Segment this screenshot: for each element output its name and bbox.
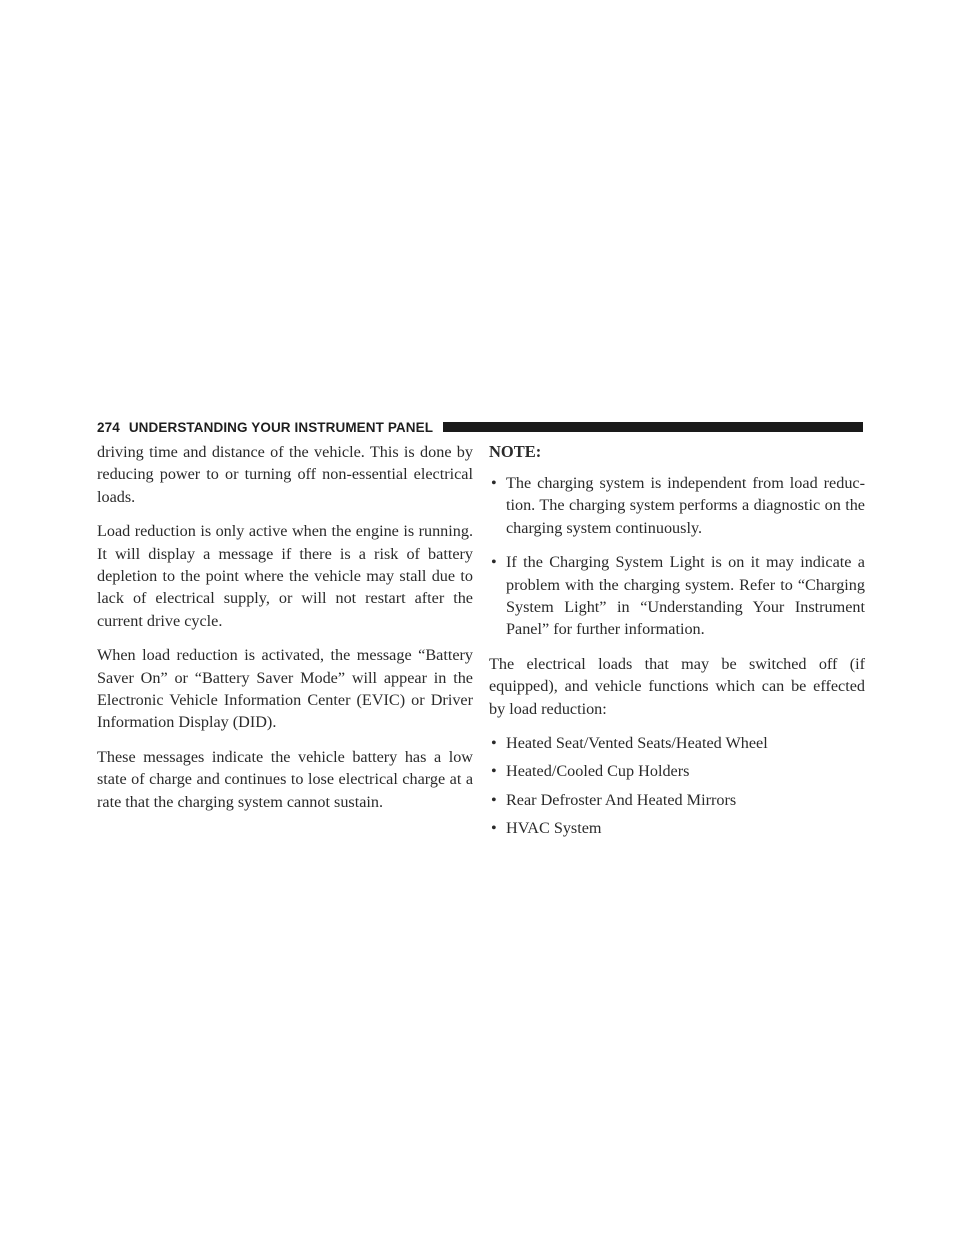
section-title: UNDERSTANDING YOUR INSTRUMENT PANEL xyxy=(128,419,434,435)
page-header xyxy=(97,417,863,437)
header-rule xyxy=(443,422,863,432)
load-item-text: Heated/Cooled Cup Holders xyxy=(506,762,690,781)
bullet-icon: • xyxy=(491,790,497,809)
bullet-icon: • xyxy=(491,553,497,572)
load-item-text: Rear Defroster And Heated Mirrors xyxy=(506,790,737,809)
note-item-text: If the Charging System Light is on it may indicate a problem with the charging system. Refer to “Charging System Light” in “Understanding Your Instrument Panel” for further information. xyxy=(506,553,865,639)
load-item-text: Heated Seat/Vented Seats/Heated Wheel xyxy=(506,734,768,753)
page-number: 274 xyxy=(97,419,120,435)
paragraph: When load reduction is activated, the message “Battery Saver On” or “Battery Saver Mode” will appear in the Electronic Vehicle Information Center (EVIC) or Driver Information Display (DID). xyxy=(97,646,473,732)
load-list xyxy=(489,732,865,840)
load-item xyxy=(489,817,865,839)
load-item xyxy=(489,760,865,782)
paragraph: These messages indicate the vehicle battery has a low state of charge and continues to lose electrical charge at a rate that the charging system cannot sustain. xyxy=(97,747,473,811)
paragraph: driving time and distance of the vehicle. This is done by reducing power to or turning off non-essential electrical loads. xyxy=(97,443,473,506)
load-item-text: HVAC System xyxy=(506,819,602,838)
load-item xyxy=(489,789,865,811)
bullet-icon: • xyxy=(491,734,497,753)
note-item xyxy=(489,472,865,539)
left-column xyxy=(97,441,473,825)
right-column xyxy=(489,441,865,852)
paragraph: Load reduction is only active when the engine is running. It will display a message if there is a risk of battery depletion to the point where the vehicle may stall due to lack of electrical supply, or will not restart after the current drive cycle. xyxy=(97,522,473,630)
load-item xyxy=(489,732,865,754)
bullet-icon: • xyxy=(491,819,497,838)
note-list xyxy=(489,472,865,641)
note-item-text: The charging system is independent from load reduc-tion. The charging system performs a diagnostic on the charging system continuously. xyxy=(506,474,865,537)
bullet-icon: • xyxy=(491,474,497,492)
bullet-icon: • xyxy=(491,762,497,781)
note-item xyxy=(489,551,865,641)
loads-intro: The electrical loads that may be switched off (if equipped), and vehicle functions which can be effected by load reduction: xyxy=(489,654,865,718)
note-heading: NOTE: xyxy=(489,442,542,461)
